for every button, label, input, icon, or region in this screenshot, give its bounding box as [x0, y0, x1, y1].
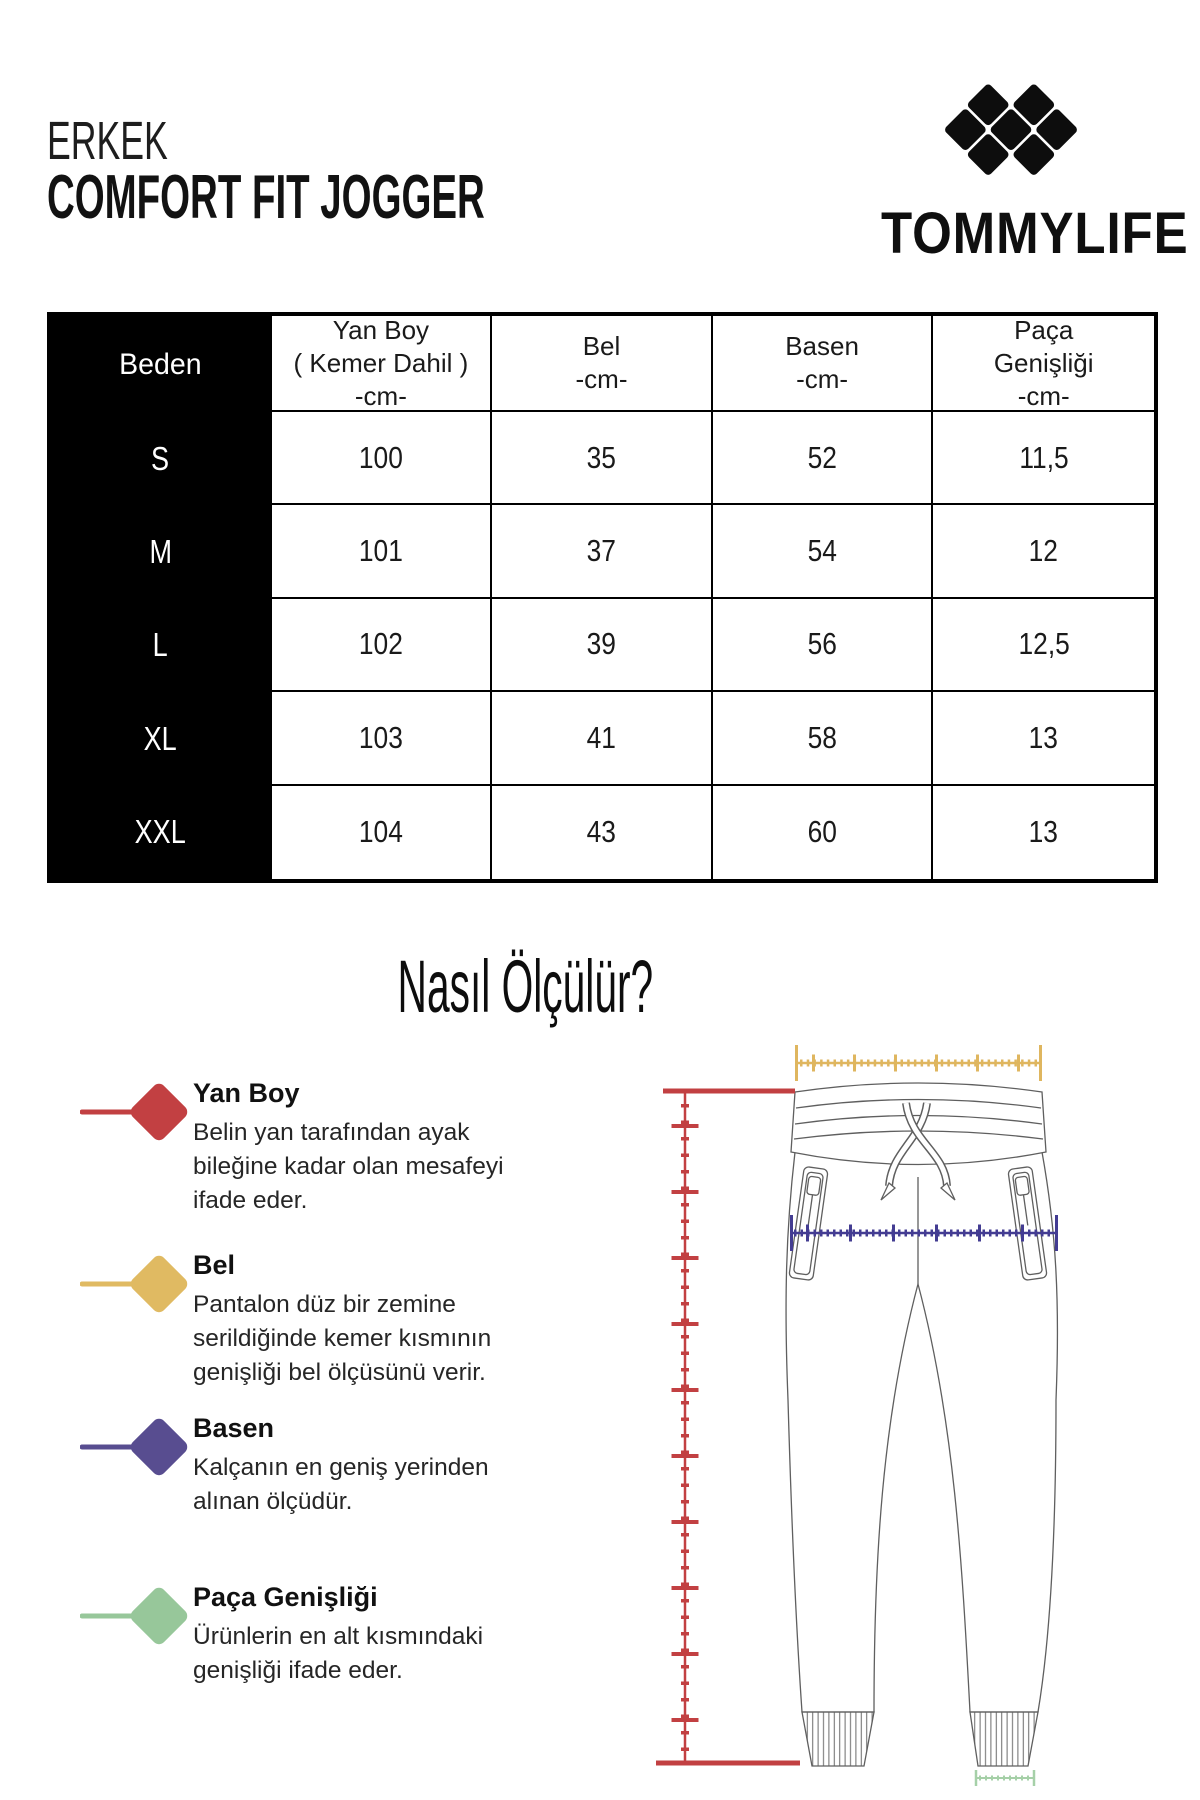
- basen-diamond-icon: [80, 1405, 192, 1489]
- value-cell: 102: [272, 599, 493, 692]
- legend-description: Kalçanın en geniş yerinden alınan ölçüdür.: [193, 1454, 489, 1515]
- size-cell: XXL: [51, 786, 272, 879]
- paca-ruler: [975, 1770, 1035, 1786]
- col-header-bel: Bel -cm-: [492, 316, 713, 412]
- brand-name: [860, 200, 1189, 267]
- value-cell: 35: [492, 412, 713, 505]
- size-cell: S: [51, 412, 272, 505]
- value-cell: 54: [713, 505, 934, 598]
- col-header-beden: Beden: [51, 316, 272, 412]
- size-cell: XL: [51, 692, 272, 785]
- col-header-paca: Paça Genişliği -cm-: [933, 316, 1154, 412]
- value-cell: 12,5: [933, 599, 1154, 692]
- bel-ruler: [795, 1045, 1042, 1081]
- category-title-text: ERKEK: [47, 111, 168, 171]
- value-cell: 43: [492, 786, 713, 879]
- legend-item-basen: [75, 1413, 520, 1519]
- col-header-basen: Basen -cm-: [713, 316, 934, 412]
- value-cell: 39: [492, 599, 713, 692]
- right-cuff: [970, 1712, 1038, 1766]
- yan-boy-ruler: [656, 1091, 800, 1763]
- value-cell: 60: [713, 786, 934, 879]
- legend-description: Belin yan tarafından ayak bileğine kadar olan mesafeyi ifade eder.: [193, 1119, 504, 1214]
- paca-diamond-icon: [80, 1574, 192, 1658]
- jogger-outline: [786, 1083, 1057, 1766]
- how-to-measure-title: Nasıl Ölçülür?: [397, 945, 653, 1028]
- value-cell: 52: [713, 412, 934, 505]
- legend-label: Basen: [193, 1413, 275, 1443]
- size-table: [47, 312, 1158, 883]
- product-title-text: COMFORT FIT JOGGER: [47, 163, 485, 232]
- value-cell: 41: [492, 692, 713, 785]
- legend-item-paca-genisligi: [75, 1582, 520, 1688]
- value-cell: 13: [933, 692, 1154, 785]
- left-cuff: [802, 1712, 874, 1766]
- value-cell: 12: [933, 505, 1154, 598]
- product-title: [47, 162, 753, 233]
- jogger-measurement-diagram: [600, 1030, 1120, 1800]
- legend-item-yan-boy: [75, 1078, 520, 1218]
- value-cell: 103: [272, 692, 493, 785]
- size-cell: L: [51, 599, 272, 692]
- col-header-yan-boy: Yan Boy ( Kemer Dahil ) -cm-: [272, 316, 493, 412]
- legend-label: Yan Boy: [193, 1078, 300, 1108]
- legend-item-bel: [75, 1250, 520, 1390]
- tommylife-diamonds-icon: [928, 82, 1094, 194]
- legend-description: Pantalon düz bir zemine serildiğinde kemer kısmının genişliği bel ölçüsünü verir.: [193, 1291, 492, 1386]
- brand-logo: [928, 82, 1094, 199]
- value-cell: 13: [1029, 814, 1059, 850]
- value-cell: 58: [713, 692, 934, 785]
- value-cell: 37: [492, 505, 713, 598]
- size-cell: M: [51, 505, 272, 598]
- brand-name-text: TOMMYLIFE: [880, 201, 1189, 266]
- legend-description: Ürünlerin en alt kısmındaki genişliği ifade eder.: [193, 1623, 484, 1684]
- legend-label: Paça Genişliği: [193, 1582, 378, 1612]
- value-cell: 101: [272, 505, 493, 598]
- bel-diamond-icon: [80, 1242, 192, 1326]
- yan-boy-diamond-icon: [80, 1070, 192, 1154]
- value-cell: 11,5: [933, 412, 1154, 505]
- legend-label: Bel: [193, 1250, 236, 1280]
- value-cell: 104: [272, 786, 493, 879]
- value-cell: 100: [272, 412, 493, 505]
- value-cell: 56: [713, 599, 934, 692]
